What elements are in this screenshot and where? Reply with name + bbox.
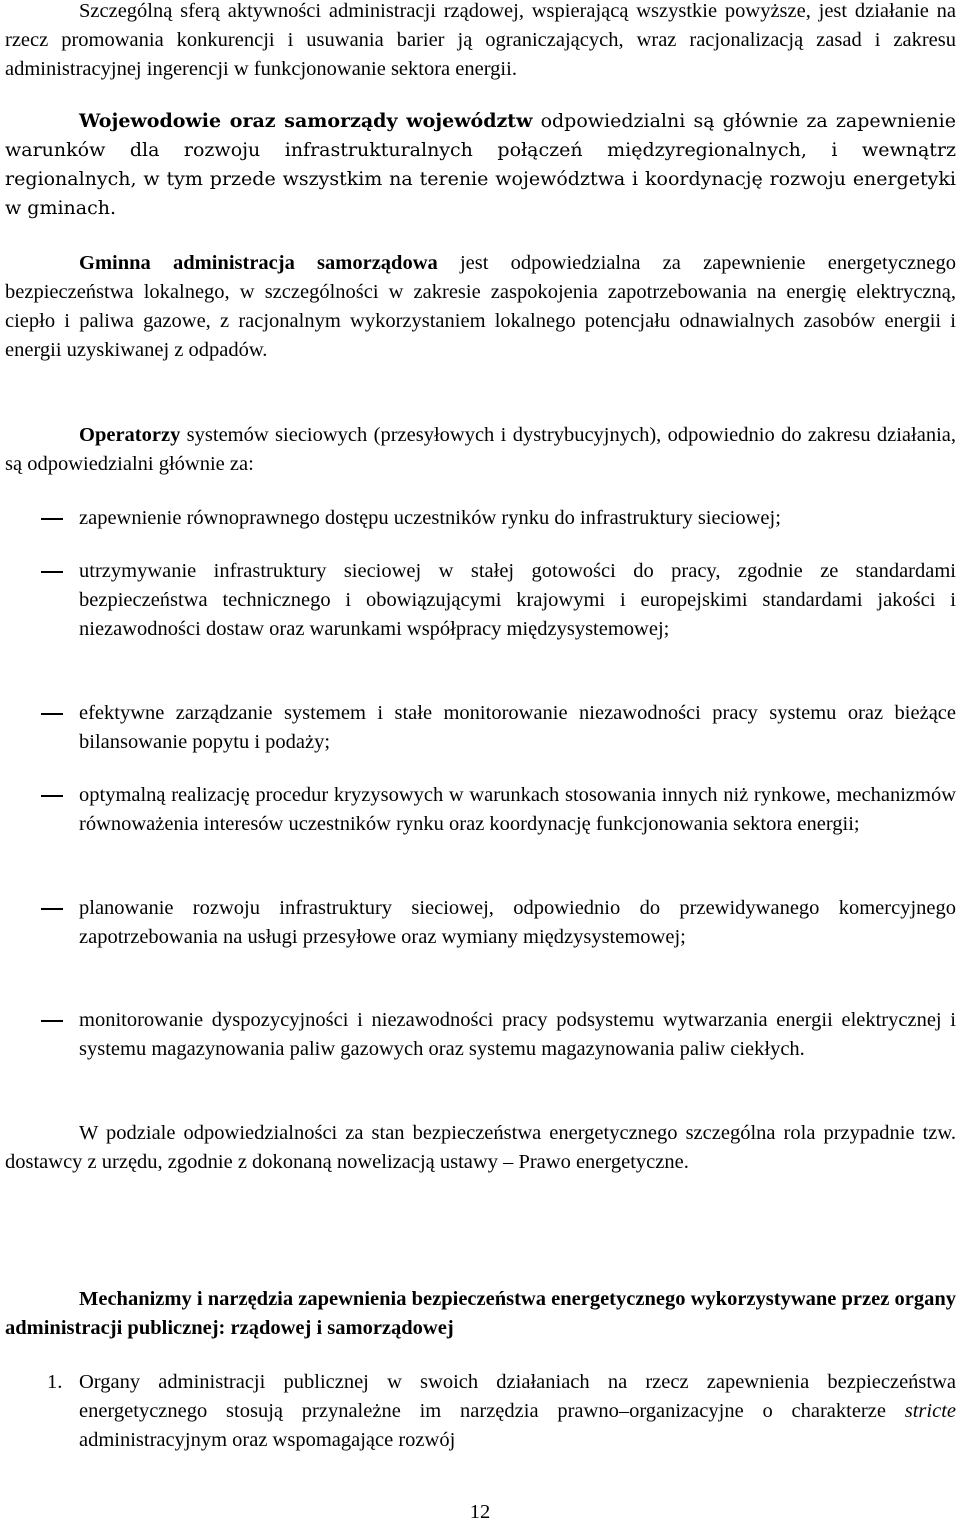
wojewodowie-lead: Wojewodowie oraz samorządy województw [79, 110, 533, 132]
dash-list-item [5, 699, 956, 757]
section-heading: Mechanizmy i narzędzia zapewnienia bezpieczeństwa energetycznego wykorzystywane przez organy administracji publicznej: rządowej i samorządowej [5, 1288, 956, 1339]
dash-item-text: planowanie rozwoju infrastruktury sieciowej, odpowiednio do przewidywanego komercyjnego zapotrzebowania na usługi przesyłowe oraz wymiany międzysystemowej; [79, 897, 956, 948]
dash-item-text: monitorowanie dyspozycyjności i niezawodności pracy podsystemu wytwarzania energii elektrycznej i systemu magazynowania paliw gazowych oraz systemu magazynowania paliw ciekłych. [79, 1009, 956, 1060]
wojewodowie-text: odpowiedzialni są głównie za zapewnienie warunków dla rozwoju infrastrukturalnych połączeń międzyregionalnych, i wewnątrz regionalnych, w tym przede wszystkim na terenie województwa i koordynację rozwoju energetyki w gminach. [5, 110, 956, 219]
page-number: 12 [469, 1501, 491, 1523]
dash-bullet [41, 571, 63, 573]
gminna-text: jest odpowiedzialna za zapewnienie energetycznego bezpieczeństwa lokalnego, w szczególności w zakresie zaspokojenia zapotrzebowania na energię elektryczną, ciepło i paliwa gazowe, z racjonalnym wykorzystaniem lokalnego potencjału odnawialnych zasobów energii i energii uzyskiwanej z odpadów. [5, 252, 956, 361]
dash-bullet [41, 713, 63, 715]
numbered-list-item [5, 1368, 956, 1455]
gminna-paragraph [5, 249, 956, 365]
dash-bullet [41, 908, 63, 910]
numbered-item-text [79, 1368, 956, 1455]
operatorzy-lead: Operatorzy [79, 424, 181, 446]
gminna-lead: Gminna administracja samorządowa [79, 252, 438, 274]
dash-item-text: zapewnienie równoprawnego dostępu uczestników rynku do infrastruktury sieciowej; [79, 507, 781, 529]
intro-paragraph: Szczególną sferą aktywności administracji rządowej, wspierającą wszystkie powyższe, jest działanie na rzecz promowania konkurencji i usuwania barier ją ograniczających, wraz racjonalizacją zasad i zakresu administracyjnej ingerencji w funkcjonowanie sektora energii. [5, 0, 956, 80]
dash-item-text: optymalną realizację procedur kryzysowych w warunkach stosowania innych niż rynkowe, mechanizmów równoważenia interesów uczestników rynku oraz koordynację funkcjonowania sektora energii; [79, 784, 956, 835]
operatorzy-text: systemów sieciowych (przesyłowych i dystrybucyjnych), odpowiednio do zakresu działania, są odpowiedzialni głównie za: [5, 424, 956, 475]
numbered-text-after: administracyjnym oraz wspomagające rozwój [79, 1429, 456, 1451]
numbered-text-italic: stricte [904, 1400, 956, 1422]
dash-list-item [5, 504, 956, 533]
numbered-text-before: Organy administracji publicznej w swoich działaniach na rzecz zapewnienia bezpieczeństwa energetycznego stosują przynależne im narzędzia prawno–organizacyjne o charakterze [79, 1371, 956, 1422]
dash-item-text: efektywne zarządzanie systemem i stałe monitorowanie niezawodności pracy systemu oraz bieżące bilansowanie popytu i podaży; [79, 702, 956, 753]
dash-bullet [41, 795, 63, 797]
wojewodowie-paragraph [5, 107, 956, 223]
dash-list-item [5, 894, 956, 952]
list-number: 1. [47, 1371, 63, 1393]
dash-item-text: utrzymywanie infrastruktury sieciowej w stałej gotowości do pracy, zgodnie ze standardami bezpieczeństwa technicznego i obowiązującymi krajowymi i europejskimi standardami jakości i niezawodności dostaw oraz warunkami współpracy międzysystemowej; [79, 560, 956, 640]
podziale-paragraph: W podziale odpowiedzialności za stan bezpieczeństwa energetycznego szczególna rola przypadnie tzw. dostawcy z urzędu, zgodnie z dokonaną nowelizacją ustawy – Prawo energetyczne. [5, 1122, 956, 1173]
dash-bullet [41, 518, 63, 520]
dash-list-item [5, 557, 956, 644]
operatorzy-paragraph [5, 421, 956, 479]
dash-list-item [5, 1006, 956, 1064]
dash-list-item [5, 781, 956, 839]
dash-bullet [41, 1020, 63, 1022]
